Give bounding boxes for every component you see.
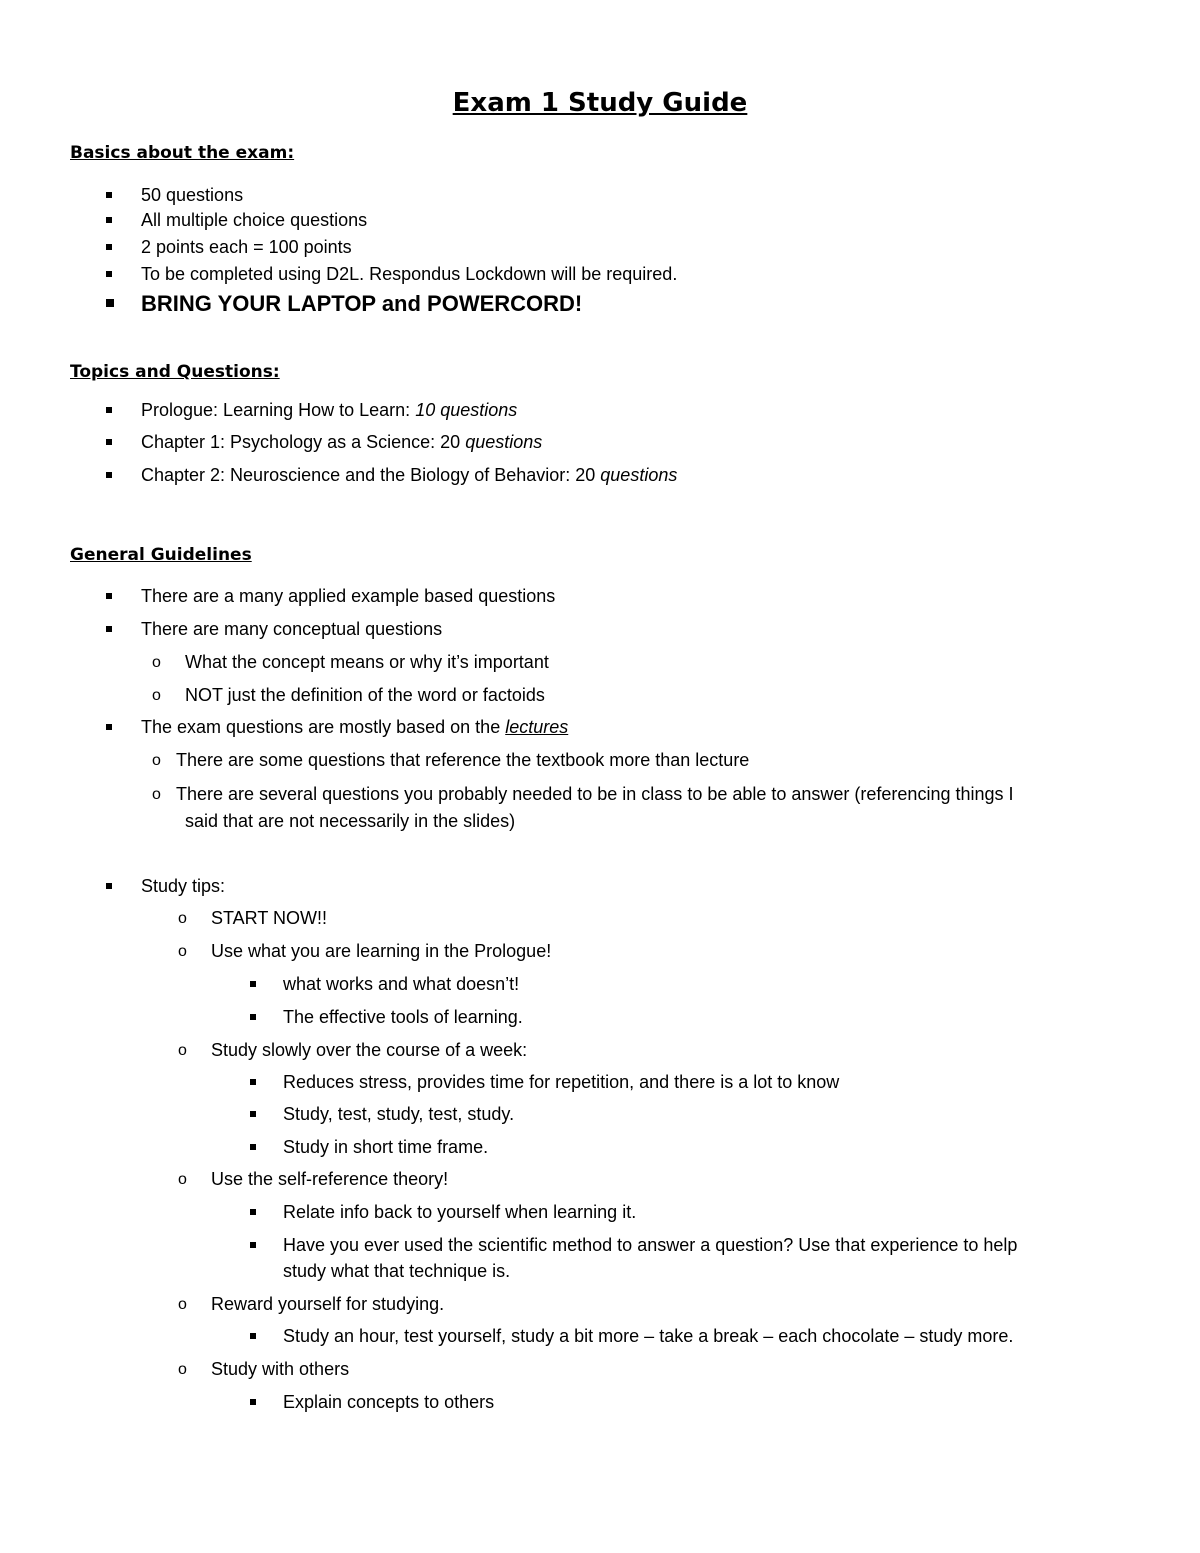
square-bullet-icon: [106, 626, 112, 632]
list-item-text: BRING YOUR LAPTOP and POWERCORD!: [141, 291, 583, 316]
circle-bullet-icon: o: [178, 1361, 187, 1378]
list-item-text: Have you ever used the scientific method to answer a question? Use that experience to help: [283, 1235, 1018, 1255]
circle-bullet-icon: o: [152, 654, 161, 671]
list-item-text: Study an hour, test yourself, study a bit more – take a break – each chocolate – study more.: [283, 1326, 1014, 1346]
square-bullet-icon: [106, 271, 112, 277]
circle-bullet-icon: o: [178, 943, 187, 960]
square-bullet-icon: [250, 1242, 256, 1248]
square-bullet-icon: [250, 1209, 256, 1215]
square-bullet-icon: [106, 883, 112, 889]
list-item-text: To be completed using D2L. Respondus Lockdown will be required.: [141, 264, 678, 284]
list-item-text: Study slowly over the course of a week:: [211, 1040, 528, 1060]
list-item-text: Prologue: Learning How to Learn: 10 questions: [141, 400, 518, 420]
list-item-text: Study, test, study, test, study.: [283, 1104, 515, 1124]
square-bullet-icon: [106, 472, 112, 478]
circle-bullet-icon: o: [178, 1171, 187, 1188]
list-item-text: Relate info back to yourself when learning it.: [283, 1202, 637, 1222]
list-item-text: Chapter 2: Neuroscience and the Biology of Behavior: 20 questions: [141, 465, 678, 485]
circle-bullet-icon: o: [178, 1042, 187, 1059]
list-item-text: There are several questions you probably needed to be in class to be able to answer (referencing things I: [176, 784, 1014, 804]
square-bullet-icon: [250, 1399, 256, 1405]
list-item-text: what works and what doesn’t!: [283, 974, 520, 994]
list-item-text: There are a many applied example based questions: [141, 586, 556, 606]
circle-bullet-icon: o: [178, 910, 187, 927]
list-item-text: Reward yourself for studying.: [211, 1294, 445, 1314]
circle-bullet-icon: o: [152, 752, 161, 769]
list-item-text: There are many conceptual questions: [141, 619, 443, 639]
list-item-text: What the concept means or why it’s important: [185, 652, 549, 672]
basics-heading: Basics about the exam:: [70, 143, 295, 163]
square-bullet-icon: [106, 724, 112, 730]
square-bullet-icon: [250, 1014, 256, 1020]
topics-heading: Topics and Questions:: [70, 362, 280, 382]
list-item-text: 50 questions: [141, 185, 244, 205]
list-item-text: Study tips:: [141, 876, 226, 896]
square-bullet-icon: [250, 1144, 256, 1150]
square-bullet-icon: [250, 1079, 256, 1085]
square-bullet-icon: [106, 217, 112, 223]
list-item-text: Use what you are learning in the Prologue!: [211, 941, 552, 961]
circle-bullet-icon: o: [152, 687, 161, 704]
list-item-text: NOT just the definition of the word or factoids: [185, 685, 545, 705]
list-item-text: study what that technique is.: [283, 1261, 511, 1281]
square-bullet-icon: [106, 244, 112, 250]
list-item-text: Explain concepts to others: [283, 1392, 495, 1412]
square-bullet-icon: [106, 192, 112, 198]
list-item-text: There are some questions that reference the textbook more than lecture: [176, 750, 750, 770]
square-bullet-icon: [250, 981, 256, 987]
list-item-text: Study with others: [211, 1359, 350, 1379]
circle-bullet-icon: o: [152, 786, 161, 803]
list-item-text: START NOW!!: [211, 908, 328, 928]
circle-bullet-icon: o: [178, 1296, 187, 1313]
square-bullet-icon: [250, 1333, 256, 1339]
square-bullet-icon: [106, 593, 112, 599]
list-item-text: Use the self-reference theory!: [211, 1169, 449, 1189]
square-bullet-icon: [250, 1111, 256, 1117]
list-item-text: said that are not necessarily in the slides): [185, 811, 516, 831]
list-item-text: All multiple choice questions: [141, 210, 368, 230]
square-bullet-icon: [106, 299, 114, 307]
square-bullet-icon: [106, 439, 112, 445]
list-item-text: 2 points each = 100 points: [141, 237, 352, 257]
square-bullet-icon: [106, 407, 112, 413]
list-item-text: Study in short time frame.: [283, 1137, 489, 1157]
list-item-text: Reduces stress, provides time for repetition, and there is a lot to know: [283, 1072, 840, 1092]
guidelines-heading: General Guidelines: [70, 545, 252, 565]
page-title: Exam 1 Study Guide: [452, 88, 748, 118]
list-item-text: Chapter 1: Psychology as a Science: 20 questions: [141, 432, 543, 452]
list-item-text: The effective tools of learning.: [283, 1007, 523, 1027]
list-item-text: The exam questions are mostly based on the lectures: [141, 717, 569, 737]
